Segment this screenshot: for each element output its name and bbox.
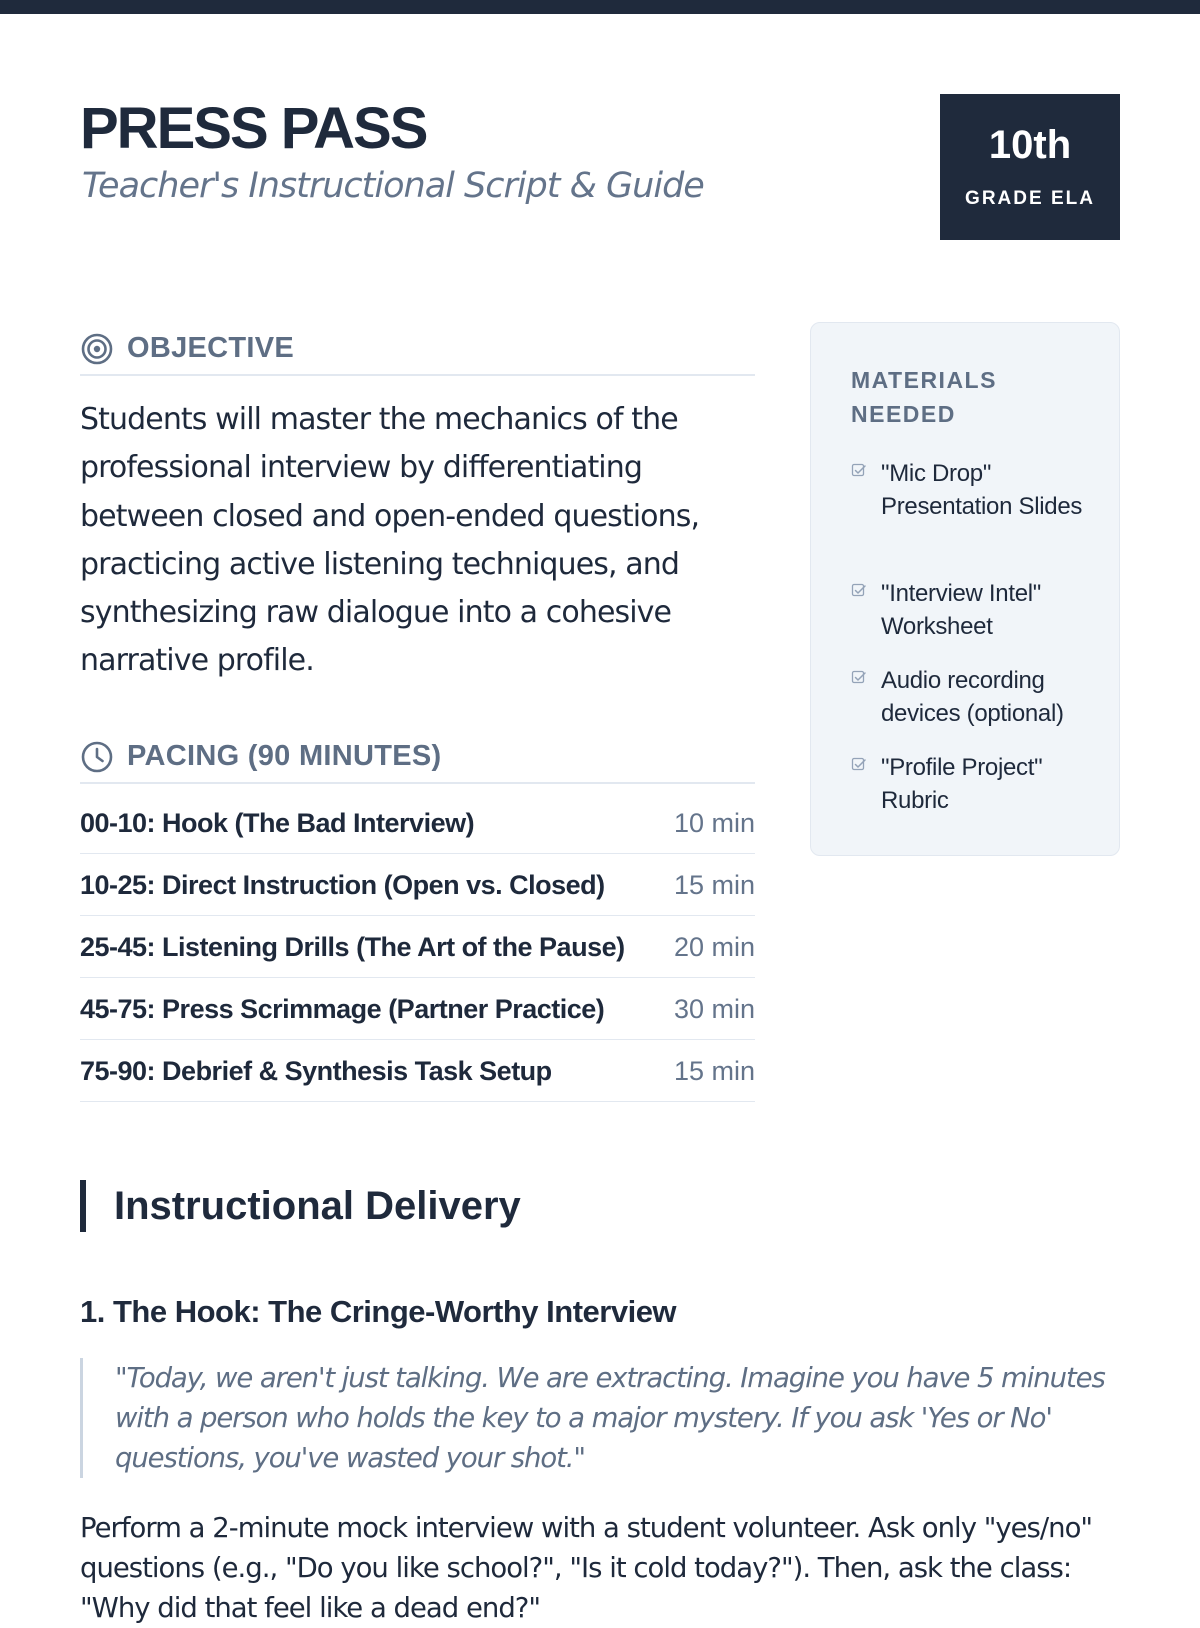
top-accent-bar xyxy=(0,0,1200,14)
pacing-row xyxy=(80,854,755,916)
script-quote: "Today, we aren't just talking. We are extracting. Imagine you have 5 minutes with a person who holds the key to a major mystery. If you ask 'Yes or No' questions, you've wasted your shot." xyxy=(80,1358,1120,1478)
pacing-header xyxy=(80,734,755,784)
pacing-row xyxy=(80,978,755,1040)
step-title: 1. The Hook: The Cringe-Worthy Interview xyxy=(80,1294,677,1329)
pacing-row-time: 15 min xyxy=(673,870,755,900)
clock-icon xyxy=(80,740,114,774)
pacing-row-time: 15 min xyxy=(673,1056,755,1086)
checkbox-icon xyxy=(851,583,867,599)
objective-header xyxy=(80,326,755,376)
pacing-heading: PACING (90 MINUTES) xyxy=(127,740,442,772)
target-icon xyxy=(80,332,114,366)
materials-item-text: "Interview Intel" Worksheet xyxy=(881,580,1042,640)
pacing-row-label: 75-90: Debrief & Synthesis Task Setup xyxy=(80,1056,552,1086)
section-accent-bar xyxy=(80,1180,86,1232)
pacing-row-time: 10 min xyxy=(673,808,755,838)
pacing-row-time: 20 min xyxy=(673,932,755,962)
objective-heading: OBJECTIVE xyxy=(127,332,295,364)
checkbox-icon xyxy=(851,670,867,686)
pacing-row-label: 25-45: Listening Drills (The Art of the Pause) xyxy=(80,932,625,962)
pacing-row-time: 30 min xyxy=(673,994,755,1024)
pacing-row xyxy=(80,1040,755,1102)
pacing-row xyxy=(80,916,755,978)
page-title: PRESS PASS xyxy=(80,96,427,161)
page-subtitle: Teacher's Instructional Script & Guide xyxy=(82,166,704,206)
grade-number: 10th xyxy=(988,123,1072,167)
pacing-row-label: 10-25: Direct Instruction (Open vs. Closed) xyxy=(80,870,605,900)
objective-text: Students will master the mechanics of the professional interview by differentiating between closed and open-ended questions, practicing active listening techniques, and synthesizing raw dialogue into a cohesive narrative profile. xyxy=(80,402,700,679)
materials-item-text: Audio recording devices (optional) xyxy=(881,667,1064,727)
checkbox-icon xyxy=(851,463,867,479)
checkbox-icon xyxy=(851,757,867,773)
pacing-row-label: 00-10: Hook (The Bad Interview) xyxy=(80,808,475,838)
grade-badge xyxy=(940,94,1120,240)
materials-item-text: "Profile Project" Rubric xyxy=(881,754,1043,814)
pacing-row-label: 45-75: Press Scrimmage (Partner Practice) xyxy=(80,994,605,1024)
materials-heading: MATERIALS NEEDED xyxy=(851,367,997,427)
delivery-heading: Instructional Delivery xyxy=(114,1184,521,1228)
grade-label: GRADE ELA xyxy=(965,188,1095,209)
step-body-text: Perform a 2-minute mock interview with a student volunteer. Ask only "yes/no" questions (e.g., "Do you like school?", "Is it cold today?"). Then, ask the class: "Why did that feel like a dead end?" xyxy=(80,1512,1093,1624)
materials-item-text: "Mic Drop" Presentation Slides xyxy=(881,460,1083,520)
pacing-row xyxy=(80,792,755,854)
materials-panel xyxy=(810,322,1120,856)
